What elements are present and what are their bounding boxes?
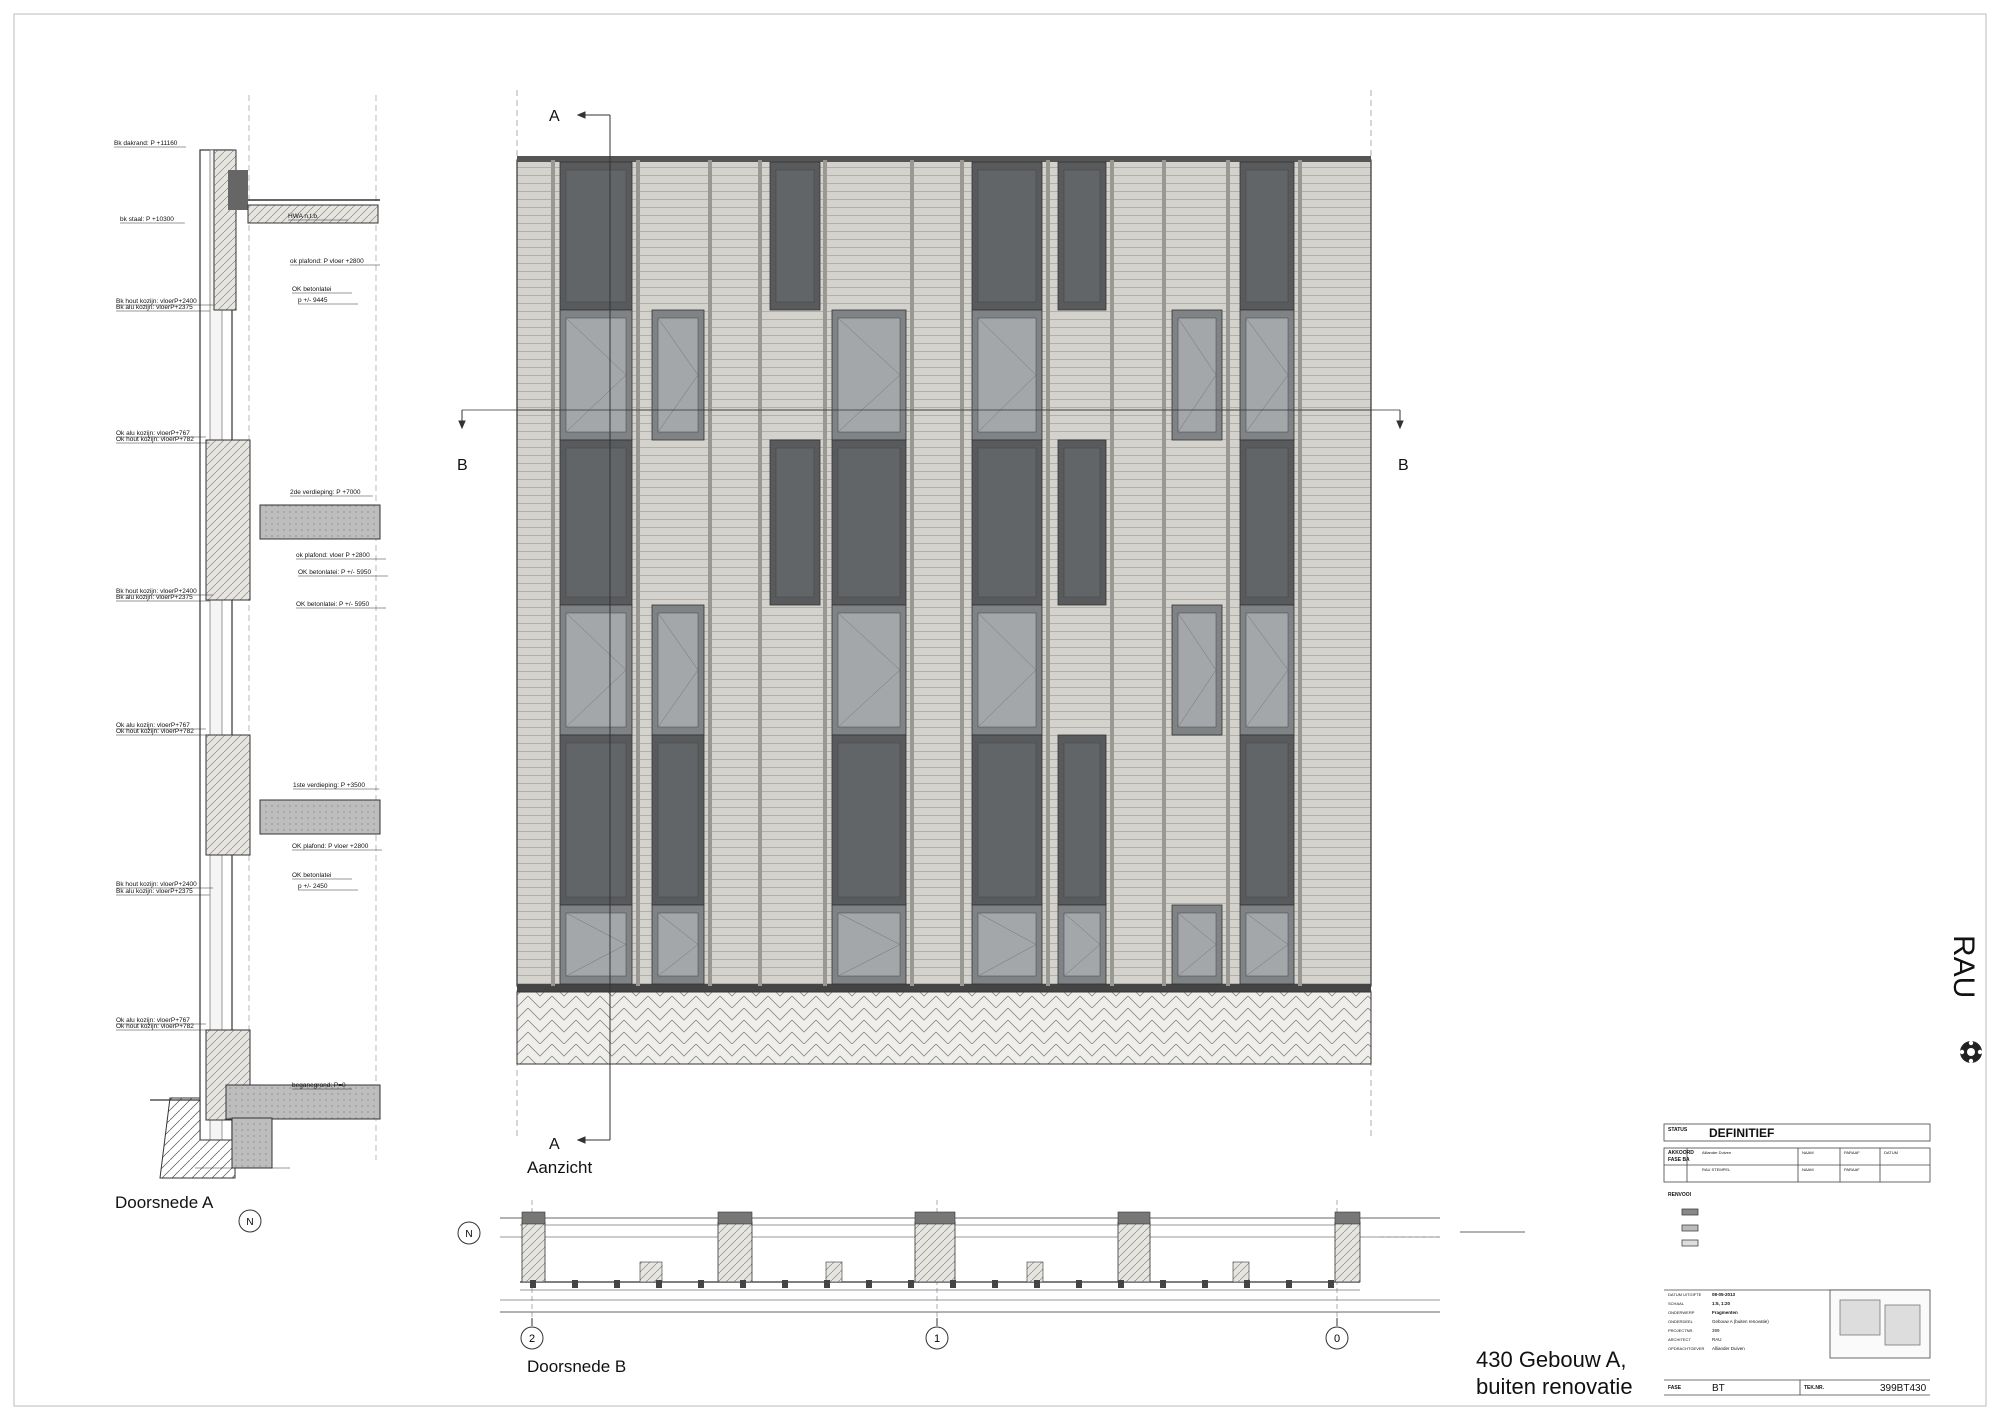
section-a-level-label: beganegrond: P=0 (292, 1082, 346, 1089)
section-a-level-label: Bk alu kozijn: vloerP+2375 (116, 304, 193, 311)
north-marker-b (458, 1222, 480, 1244)
north-marker-a (239, 1210, 261, 1232)
title-block-text: 1:5, 1:20 (1712, 1301, 1731, 1306)
title-block-text: NAAM (1802, 1167, 1814, 1172)
section-a-title: Doorsnede A (115, 1193, 214, 1212)
section-b-title: Doorsnede B (527, 1357, 627, 1376)
section-a-level-label: OK betonlatei (292, 872, 332, 879)
fase-label: FASE (1668, 1385, 1682, 1391)
title-block-text: ONDERWERP (1668, 1310, 1695, 1315)
title-block-text: NAAM (1802, 1150, 1814, 1155)
section-a-level-label: Bk hout kozijn: vloerP+2400 (116, 298, 197, 305)
section-a-level-label: Ok alu kozijn: vloerP+767 (116, 1017, 190, 1024)
section-a-level-label: bk staal: P +10300 (120, 216, 174, 223)
akkoord-name: Alliander Duiven (1702, 1150, 1732, 1155)
status-value: DEFINITIEF (1709, 1126, 1775, 1140)
fase-value: BT (1712, 1383, 1725, 1394)
renvooi-label: RENVOOI (1668, 1192, 1692, 1198)
title-block-text: Gebouw A (buiten renovatie) (1712, 1319, 1769, 1324)
section-a-level-label: OK betonlatei (292, 286, 332, 293)
grid-axis-1 (926, 1318, 948, 1349)
section-a-level-label: Ok alu kozijn: vloerP+767 (116, 722, 190, 729)
elevation-drawing (517, 90, 1371, 1140)
grid-axis-2 (521, 1318, 543, 1349)
elevation-mark-a-bottom: A (549, 1136, 560, 1153)
section-a-level-label: OK betonlatei: P +/- 5950 (296, 601, 370, 608)
svg-text:RAU: RAU (1947, 935, 1980, 999)
sheet-title-line1: 430 Gebouw A, (1476, 1347, 1627, 1372)
grid-axis-0 (1326, 1318, 1348, 1349)
section-a-level-label: ok plafond: P vloer +2800 (290, 258, 364, 265)
title-block-text: RAU (1712, 1337, 1722, 1342)
title-block-text: ONDERDEEL (1668, 1319, 1693, 1324)
title-block-text: PARAAF (1844, 1167, 1860, 1172)
section-a-level-label: Ok hout kozijn: vloerP+782 (116, 728, 194, 735)
section-a-level-label: Bk alu kozijn: vloerP+2375 (116, 594, 193, 601)
status-label: STATUS (1668, 1127, 1688, 1133)
title-block-text: ARCHITECT (1668, 1337, 1691, 1342)
section-a-level-label: Ok hout kozijn: vloerP+782 (116, 436, 194, 443)
section-a-level-label: Bk dakrand: P +11160 (114, 140, 178, 147)
title-block-text: OPDRACHTGEVER (1668, 1346, 1705, 1351)
rau-logo (1947, 935, 1980, 998)
elevation-mark-a-top: A (549, 108, 560, 125)
section-a-level-label: p +/- 9445 (298, 297, 328, 304)
sheet-title-line2: buiten renovatie (1476, 1374, 1633, 1399)
section-b-drawing (500, 1200, 1525, 1325)
section-a-level-label: 2de verdieping: P +7000 (290, 489, 361, 496)
section-a-level-label: Bk alu kozijn: vloerP+2375 (116, 888, 193, 895)
section-a-level-labels (114, 140, 388, 1089)
title-block-text: PARAAF (1844, 1150, 1860, 1155)
svg-text:N: N (465, 1229, 473, 1240)
title-block-text: DATUM (1884, 1150, 1898, 1155)
svg-text:N: N (246, 1217, 254, 1228)
svg-text:2: 2 (528, 1333, 536, 1345)
svg-text:1: 1 (933, 1333, 941, 1345)
title-block-text: Alliander Duiven (1712, 1346, 1745, 1351)
akkoord-label: AKKOORD (1668, 1150, 1694, 1156)
section-a-level-label: Ok alu kozijn: vloerP+767 (116, 430, 190, 437)
section-a-level-label: Bk hout kozijn: vloerP+2400 (116, 881, 197, 888)
title-block-text: SCHAAL (1668, 1301, 1685, 1306)
svg-text:0: 0 (1333, 1333, 1341, 1345)
tek-label: TEK.NR. (1804, 1385, 1824, 1391)
title-block-text: DATUM UITGIFTE (1668, 1292, 1702, 1297)
section-a-level-label: Ok hout kozijn: vloerP+782 (116, 1023, 194, 1030)
section-a-level-label: HWA n.t.b. (288, 213, 319, 220)
title-block-text: Fragmenten (1712, 1310, 1738, 1315)
title-block-text: 08-05-2013 (1712, 1292, 1736, 1297)
section-a-level-label: ok plafond: vloer P +2800 (296, 552, 370, 559)
elevation-title: Aanzicht (527, 1158, 593, 1177)
title-block-text: 399 (1712, 1328, 1720, 1333)
title-block-text: RAU STEMPEL (1702, 1167, 1731, 1172)
section-a-level-label: OK plafond: P vloer +2800 (292, 843, 369, 850)
flower-icon (1960, 1041, 1982, 1063)
elevation-mark-b-right: B (1398, 457, 1409, 474)
section-a-level-label: 1ste verdieping: P +3500 (293, 782, 365, 789)
title-block (1664, 1124, 1930, 1395)
elevation-mark-b-left: B (457, 457, 468, 474)
tek-value: 399BT430 (1880, 1383, 1927, 1394)
section-a-level-label: OK betonlatei: P +/- 5950 (298, 569, 372, 576)
section-a-level-label: p +/- 2450 (298, 883, 328, 890)
title-block-text: PROJECTNR. (1668, 1328, 1694, 1333)
section-a-level-label: Bk hout kozijn: vloerP+2400 (116, 588, 197, 595)
fase-small: FASE BA (1668, 1157, 1690, 1163)
